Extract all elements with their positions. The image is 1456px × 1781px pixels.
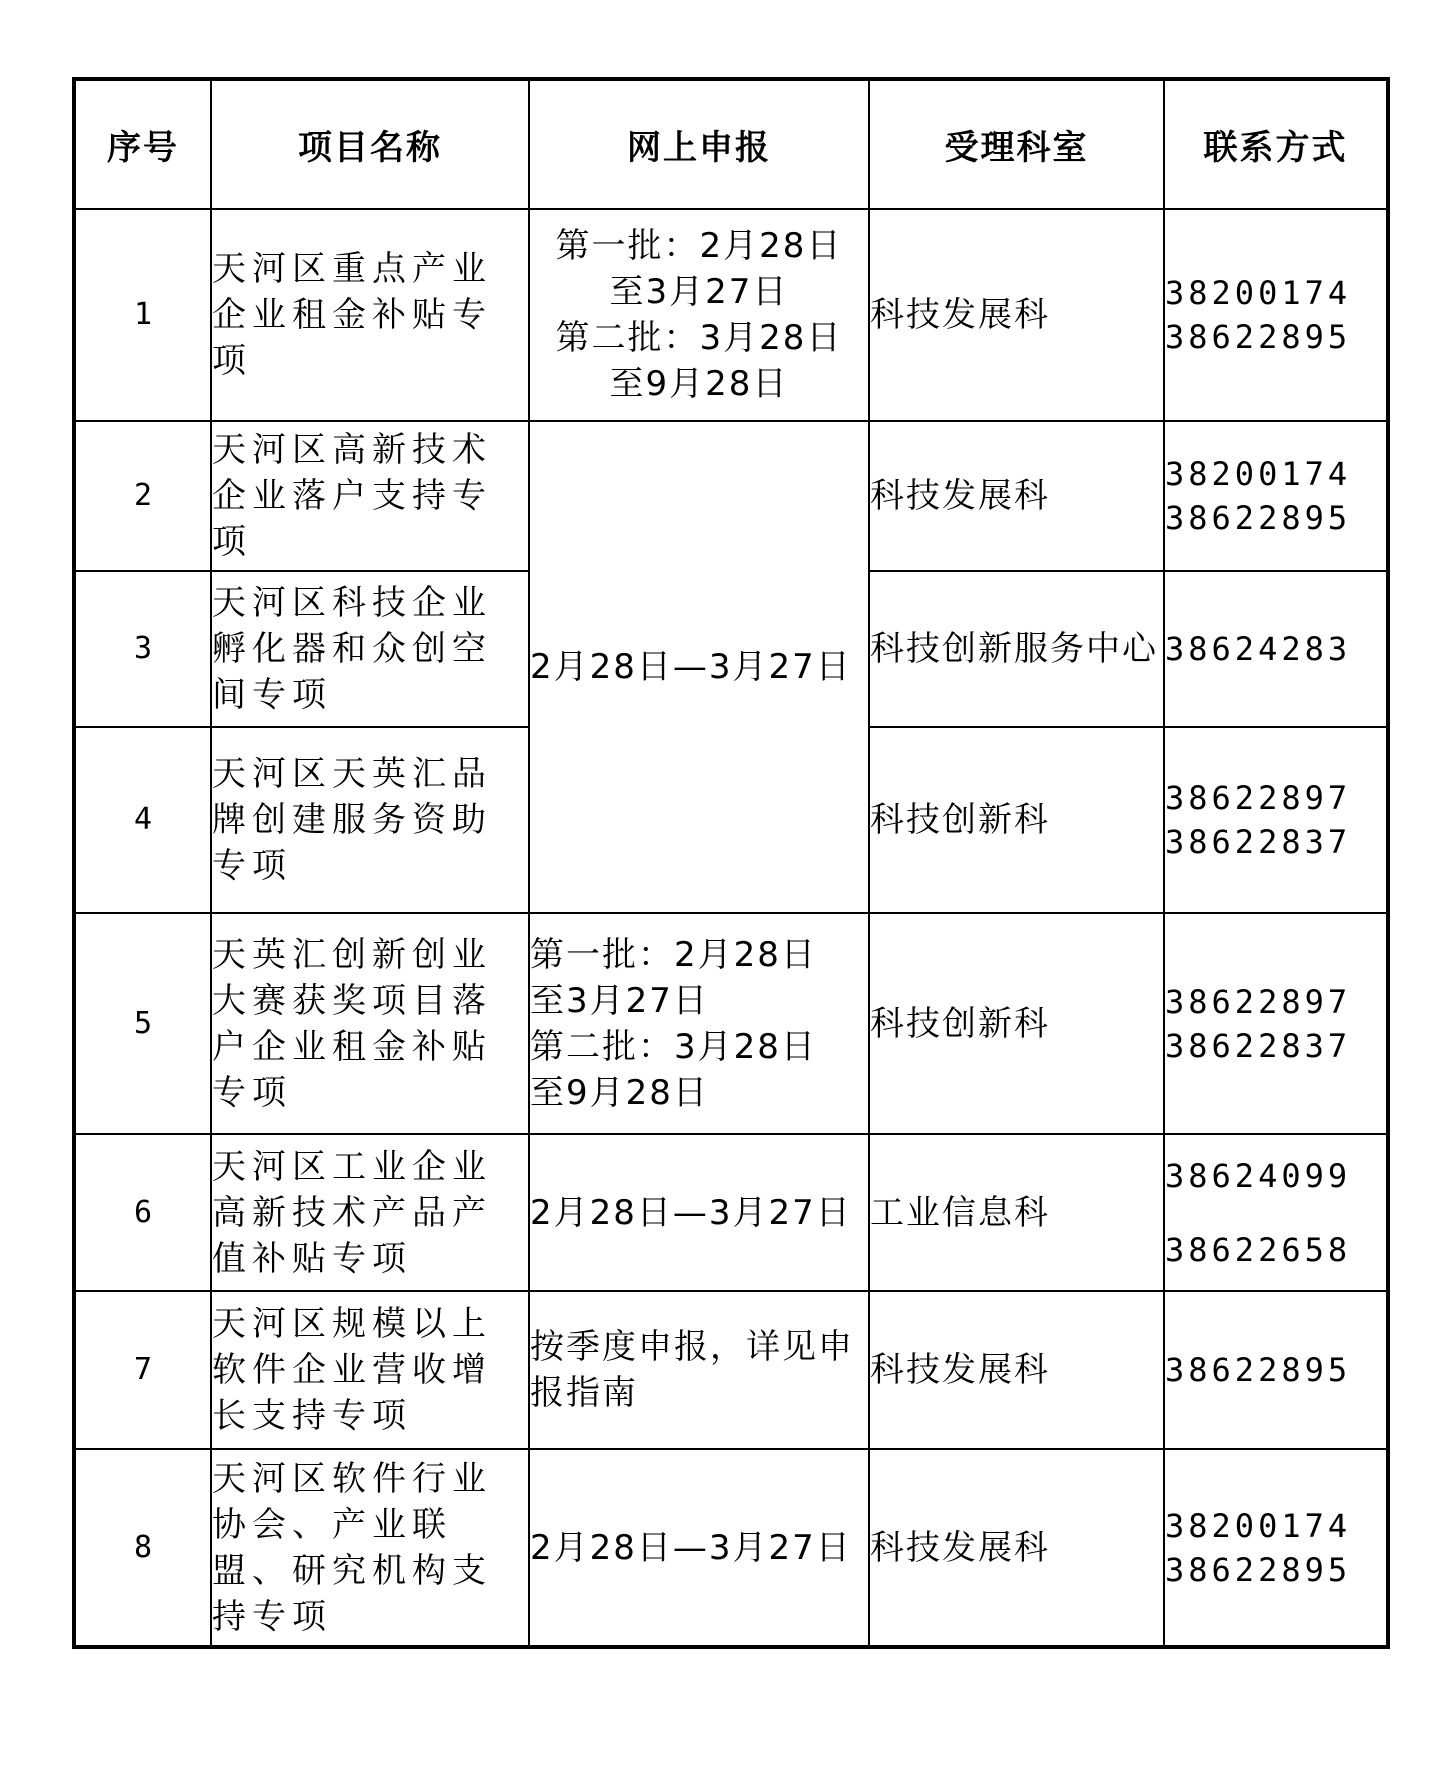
row-contact [1164,1449,1388,1647]
table-row [74,913,1388,1134]
row-dept: 科技创新服务中心 [869,571,1164,727]
apply-line: 第一批：2月28日 [530,934,817,975]
row-apply-period: 2月28日—3月27日 [529,1134,869,1291]
table-row [74,1449,1388,1647]
row-dept: 科技发展科 [869,209,1164,421]
row-dept: 科技创新科 [869,727,1164,913]
row-contact [1164,913,1388,1134]
apply-line: 第二批：3月28日 [555,318,843,358]
row-project-name: 天河区工业企业高新技术产品产值补贴专项 [211,1134,529,1291]
row-seq: 7 [74,1291,211,1449]
phone-number: 38622837 [1165,1026,1352,1065]
phone-number: 38200174 [1165,274,1352,312]
phone-number: 38622895 [1165,1351,1352,1389]
row-dept: 科技发展科 [869,1449,1164,1647]
row-contact [1164,209,1388,421]
header-row [74,79,1388,209]
phone-number: 38622897 [1165,982,1352,1021]
header-dept: 受理科室 [869,79,1164,209]
row-contact [1164,1291,1388,1449]
apply-line: 至9月28日 [609,364,789,404]
row-project-name: 天河区规模以上软件企业营收增长支持专项 [211,1291,529,1449]
row-apply-period: 2月28日—3月27日 [529,1449,869,1647]
phone-number: 38622895 [1165,499,1352,537]
phone-number: 38624099 [1165,1156,1352,1195]
table-row [74,1134,1388,1291]
phone-gap [1165,1198,1386,1228]
phone-number: 38622895 [1165,318,1352,356]
row-project-name: 天河区高新技术企业落户支持专项 [211,421,529,571]
row-contact [1164,571,1388,727]
apply-line: 第二批：3月28日 [530,1026,817,1067]
row-project-name: 天河区科技企业孵化器和众创空间专项 [211,571,529,727]
apply-line: 第一批：2月28日 [555,226,843,266]
row-dept: 科技创新科 [869,913,1164,1134]
table-row [74,421,1388,571]
apply-line: 至3月27日 [609,272,789,312]
row-seq: 5 [74,913,211,1134]
row-seq: 6 [74,1134,211,1291]
row-contact [1164,421,1388,571]
phone-number: 38200174 [1165,455,1352,493]
phone-number: 38622658 [1165,1230,1352,1269]
header-seq: 序号 [74,79,211,209]
row-project-name: 天英汇创新创业大赛获奖项目落户企业租金补贴专项 [211,913,529,1134]
row-project-name: 天河区天英汇品牌创建服务资助专项 [211,727,529,913]
table-row [74,1291,1388,1449]
row-apply-period [529,913,869,1134]
row-contact [1164,1134,1388,1291]
phone-number: 38622895 [1165,1550,1352,1589]
header-contact: 联系方式 [1164,79,1388,209]
row-dept: 工业信息科 [869,1134,1164,1291]
row-dept: 科技发展科 [869,421,1164,571]
phone-number: 38200174 [1165,1506,1352,1545]
row-dept: 科技发展科 [869,1291,1164,1449]
project-table [72,77,1390,1649]
row-apply-period-merged: 2月28日—3月27日 [529,421,869,913]
table-row [74,209,1388,421]
row-apply-period: 按季度申报，详见申报指南 [529,1291,869,1449]
phone-number: 38622837 [1165,823,1352,861]
row-project-name: 天河区重点产业企业租金补贴专项 [211,209,529,421]
phone-number: 38624283 [1165,630,1352,668]
header-apply: 网上申报 [529,79,869,209]
row-seq: 4 [74,727,211,913]
apply-line: 至3月27日 [530,980,709,1021]
row-contact [1164,727,1388,913]
row-seq: 2 [74,421,211,571]
row-seq: 8 [74,1449,211,1647]
row-apply-period [529,209,869,421]
row-seq: 3 [74,571,211,727]
phone-number: 38622897 [1165,779,1352,817]
row-project-name: 天河区软件行业协会、产业联盟、研究机构支持专项 [211,1449,529,1647]
apply-line: 至9月28日 [530,1072,709,1113]
header-name: 项目名称 [211,79,529,209]
row-seq: 1 [74,209,211,421]
